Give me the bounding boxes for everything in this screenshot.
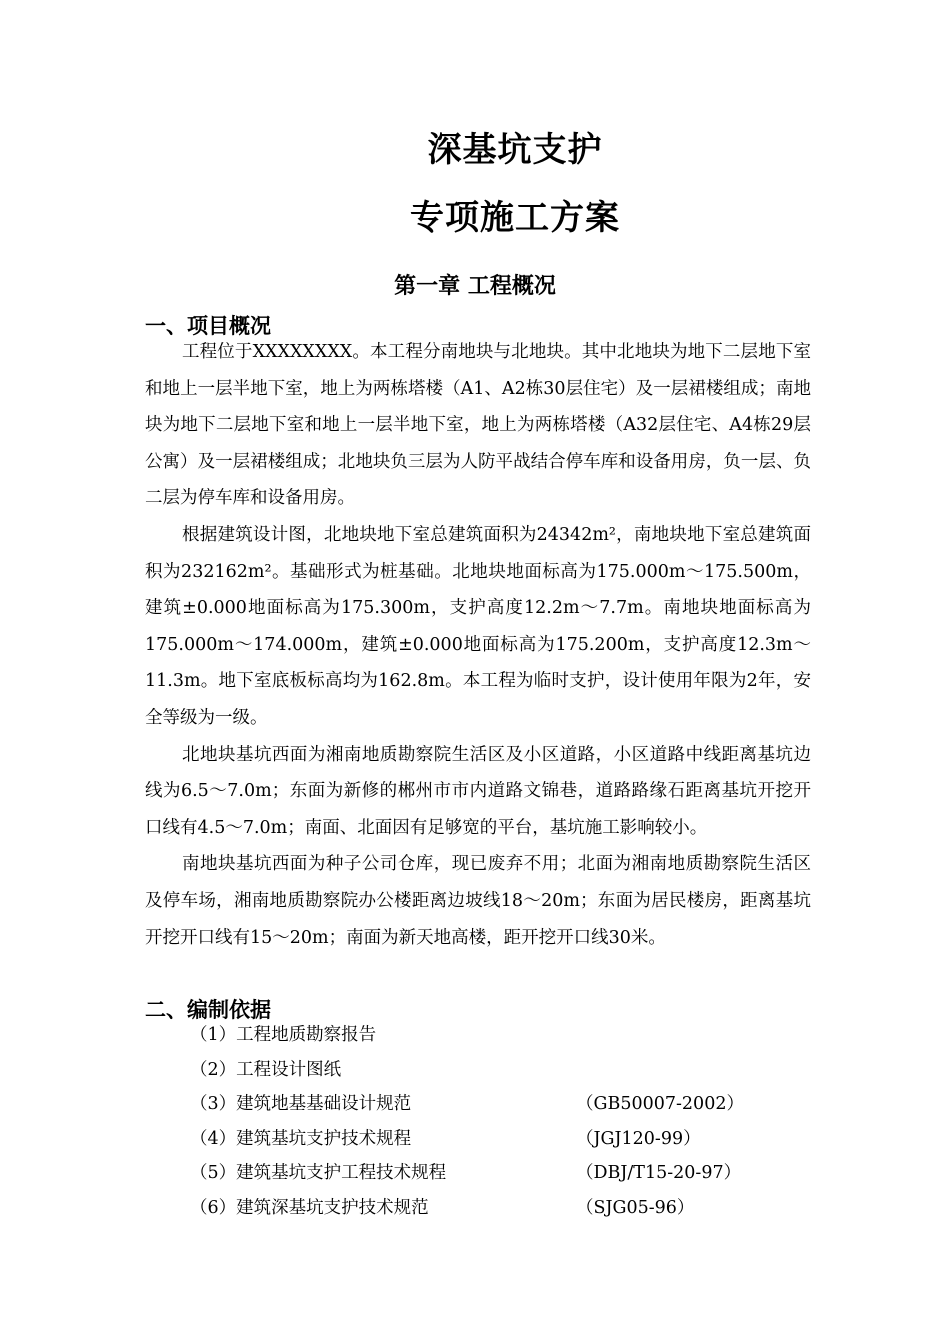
reference-code: （SJG05-96）: [576, 1197, 695, 1218]
paragraph: 北地块基坑西面为湘南地质勘察院生活区及小区道路，小区道路中线距离基坑边线为6.5～7.0m；东面为新修的郴州市市内道路文锦巷，道路路缘石距离基坑开挖开口线有4.5～7.0m；南面、北面因有足够宽的平台，基坑施工影响较小。: [145, 744, 811, 838]
reference-name: （6）建筑深基坑支护技术规范: [190, 1197, 429, 1218]
reference-item: [190, 1053, 750, 1088]
reference-name: （4）建筑基坑支护技术规程: [190, 1128, 412, 1149]
reference-name: （5）建筑基坑支护工程技术规程: [190, 1163, 447, 1183]
reference-item: [190, 1087, 750, 1122]
reference-item: [190, 1122, 750, 1157]
reference-code: （DBJ/T15-20-97）: [576, 1163, 742, 1183]
project-overview-body: [145, 334, 811, 956]
reference-item: [190, 1191, 750, 1226]
reference-name: （2）工程设计图纸: [190, 1059, 342, 1080]
reference-name: （3）建筑地基基础设计规范: [190, 1094, 412, 1114]
reference-code: （JGJ120-99）: [576, 1128, 701, 1149]
reference-code: （GB50007-2002）: [576, 1094, 744, 1114]
reference-list: [190, 1018, 750, 1225]
reference-item: [190, 1018, 750, 1053]
paragraph: 工程位于XXXXXXXX。本工程分南地块与北地块。其中北地块为地下二层地下室和地上一层半地下室，地上为两栋塔楼（A1、A2栋30层住宅）及一层裙楼组成；南地块为地下二层地下室和地上一层半地下室，地上为两栋塔楼（A32层住宅、A4栋29层公寓）及一层裙楼组成；北地块负三层为人防平战结合停车库和设备用房，负一层、负二层为停车库和设备用房。: [145, 342, 811, 509]
reference-item: [190, 1156, 750, 1191]
section-heading-basis: 二、编制依据: [145, 998, 271, 1022]
chapter-heading: 第一章 工程概况: [394, 274, 556, 299]
document-title-line2: 专项施工方案: [410, 198, 620, 238]
reference-name: （1）工程地质勘察报告: [190, 1025, 377, 1045]
paragraph: 根据建筑设计图，北地块地下室总建筑面积为24342m²，南地块地下室总建筑面积为232162m²。基础形式为桩基础。北地块地面标高为175.000m～175.500m，建筑±0.000地面标高为175.300m，支护高度12.2m～7.7m。南地块地面标高为175.000m～174.000m，建筑±0.000地面标高为175.200m，支护高度12.3m～11.3m。地下室底板标高均为162.8m。本工程为临时支护，设计使用年限为2年，安全等级为一级。: [145, 524, 811, 728]
paragraph: 南地块基坑西面为种子公司仓库，现已废弃不用；北面为湘南地质勘察院生活区及停车场，湘南地质勘察院办公楼距离边坡线18～20m；东面为居民楼房，距离基坑开挖开口线有15～20m；南面为新天地高楼，距开挖开口线30米。: [145, 854, 811, 948]
document-title-line1: 深基坑支护: [427, 130, 603, 170]
section-heading-project-overview: 一、项目概况: [145, 314, 271, 338]
